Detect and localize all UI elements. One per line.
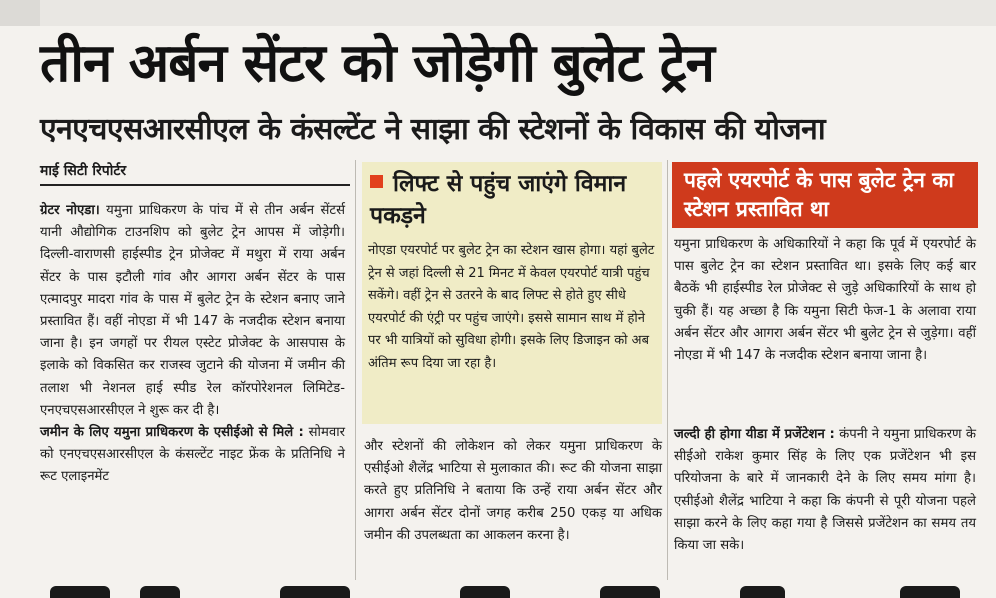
column-3-subhead: जल्दी ही होगा यीडा में प्रजेंटेशन : [674, 427, 835, 442]
square-bullet-icon [370, 175, 383, 188]
article-subheadline: एनएचएसआरसीएल के कंसल्टेंट ने साझा की स्टेशनों के विकास की योजना [40, 112, 826, 147]
column-3-body: यमुना प्राधिकरण के अधिकारियों ने कहा कि पूर्व में एयरपोर्ट के पास बुलेट ट्रेन का स्टेशन प्रस्तावित था। इसके लिए कई बार बैठकें भी हाईस्पीड रेल प्रोजेक्ट से जुड़े अधिकारियों के साथ हो चुकी हैं। यह अच्छा है कि यमुना सिटी फेज-1 के अलावा राया अर्बन सेंटर और आगरा अर्बन सेंटर भी बुलेट ट्रेन से जुड़ेगा। वहीं नोएडा में भी 147 के नजदीक स्टेशन बनाया जाना है। [674, 237, 976, 364]
byline: माई सिटी रिपोर्टर [40, 163, 127, 179]
column-3-subsection-paragraph [674, 424, 976, 557]
column-1-body: यमुना प्राधिकरण के पांच में से तीन अर्बन सेंटर्स यानी औद्योगिक टाउनशिप को बुलेट ट्रेन आपस में जोड़ेगी। दिल्ली-वाराणसी हाईस्पीड ट्रेन प्रोजेक्ट में मथुरा में राया अर्बन सेंटर के पास इटौली गांव और आगरा अर्बन सेंटर के पास एत्मादपुर मादरा गांव के पास में बुलेट ट्रेन के स्टेशन बनाए जाने प्रस्तावित हैं। वहीं नोएडा में भी 147 के नजदीक स्टेशन बनाया जाना है। इन जगहों पर रीयल एस्टेट प्रोजेक्ट के आसपास के इलाके को विकसित कर राजस्व जुटाने की योजना में जमीन की तलाश भी नेशनल हाई स्पीड रेल कॉरपोरेशनल लिमिटेड-एनएचएसआरसीएल ने शुरू कर दी है। [40, 203, 345, 418]
byline-rule [40, 184, 350, 186]
text-fragment [900, 586, 960, 598]
sidebar-box-title-text: लिफ्ट से पहुंच जाएंगे विमान पकड़ने [370, 171, 627, 229]
red-banner-text: पहले एयरपोर्ट के पास बुलेट ट्रेन का स्टेशन प्रस्तावित था [684, 168, 954, 221]
text-fragment [280, 586, 350, 598]
sidebar-box-title [370, 168, 660, 232]
column-1-subsection [40, 422, 345, 489]
article-headline: तीन अर्बन सेंटर को जोड़ेगी बुलेट ट्रेन [40, 33, 714, 94]
dateline: ग्रेटर नोएडा। [40, 203, 100, 218]
text-fragment [50, 586, 110, 598]
column-divider [355, 160, 356, 580]
next-headline-fragment [40, 582, 990, 598]
column-1-paragraph [40, 200, 345, 422]
text-fragment [460, 586, 510, 598]
page-top-edge [0, 0, 996, 26]
column-1-subsection-body: सोमवार को एनएचएसआरसीएल के कंसल्टेंट नाइट फ्रेंक के प्रतिनिधि ने रूट एलाइनमेंट [40, 425, 346, 485]
column-1-subhead: जमीन के लिए यमुना प्राधिकरण के एसीईओ से मिले : [40, 425, 304, 441]
text-fragment [140, 586, 180, 598]
column-3-subsection [674, 424, 976, 557]
text-fragment [600, 586, 660, 598]
column-2-body: और स्टेशनों की लोकेशन को लेकर यमुना प्राधिकरण के एसीईओ शैलेंद्र भाटिया से मुलाकात की। रूट की योजना साझा करते हुए प्रतिनिधि ने बताया कि उन्हें राया अर्बन सेंटर और आगरा अर्बन सेंटर दोनों जगह करीब 250 एकड़ या अधिक जमीन की उपलब्धता का आकलन करना है। [364, 439, 662, 543]
column-1 [40, 200, 345, 489]
column-divider [667, 160, 668, 580]
column-3-subsection-body: कंपनी ने यमुना प्राधिकरण के सीईओ राकेश कुमार सिंह के लिए एक प्रजेंटेशन भी इस परियोजना के बारे में जानकारी देने के लिए समय मांगा है। एसीईओ शैलेंद्र भाटिया ने कहा कि कंपनी से पूरी योजना पहले साझा करने के लिए कहा गया है जिससे प्रजेंटेशन का समय तय किया जा सके। [674, 427, 976, 554]
column-3 [674, 234, 976, 367]
page-fold [0, 0, 40, 26]
column-2 [364, 436, 662, 547]
text-fragment [740, 586, 785, 598]
sidebar-box-body: नोएडा एयरपोर्ट पर बुलेट ट्रेन का स्टेशन खास होगा। यहां बुलेट ट्रेन से जहां दिल्ली से 21 मिनट में केवल एयरपोर्ट यात्री पहुंच सकेंगे। वहीं ट्रेन से उतरने के बाद लिफ्ट से होते हुए सीधे एयरपोर्ट की एंट्री पर पहुंच जाएंगे। इससे सामान साथ में होने पर भी यात्रियों को सुविधा होगी। इसके लिए डिजाइन को अब अंतिम रूप दिया जा रहा है। [368, 243, 655, 371]
